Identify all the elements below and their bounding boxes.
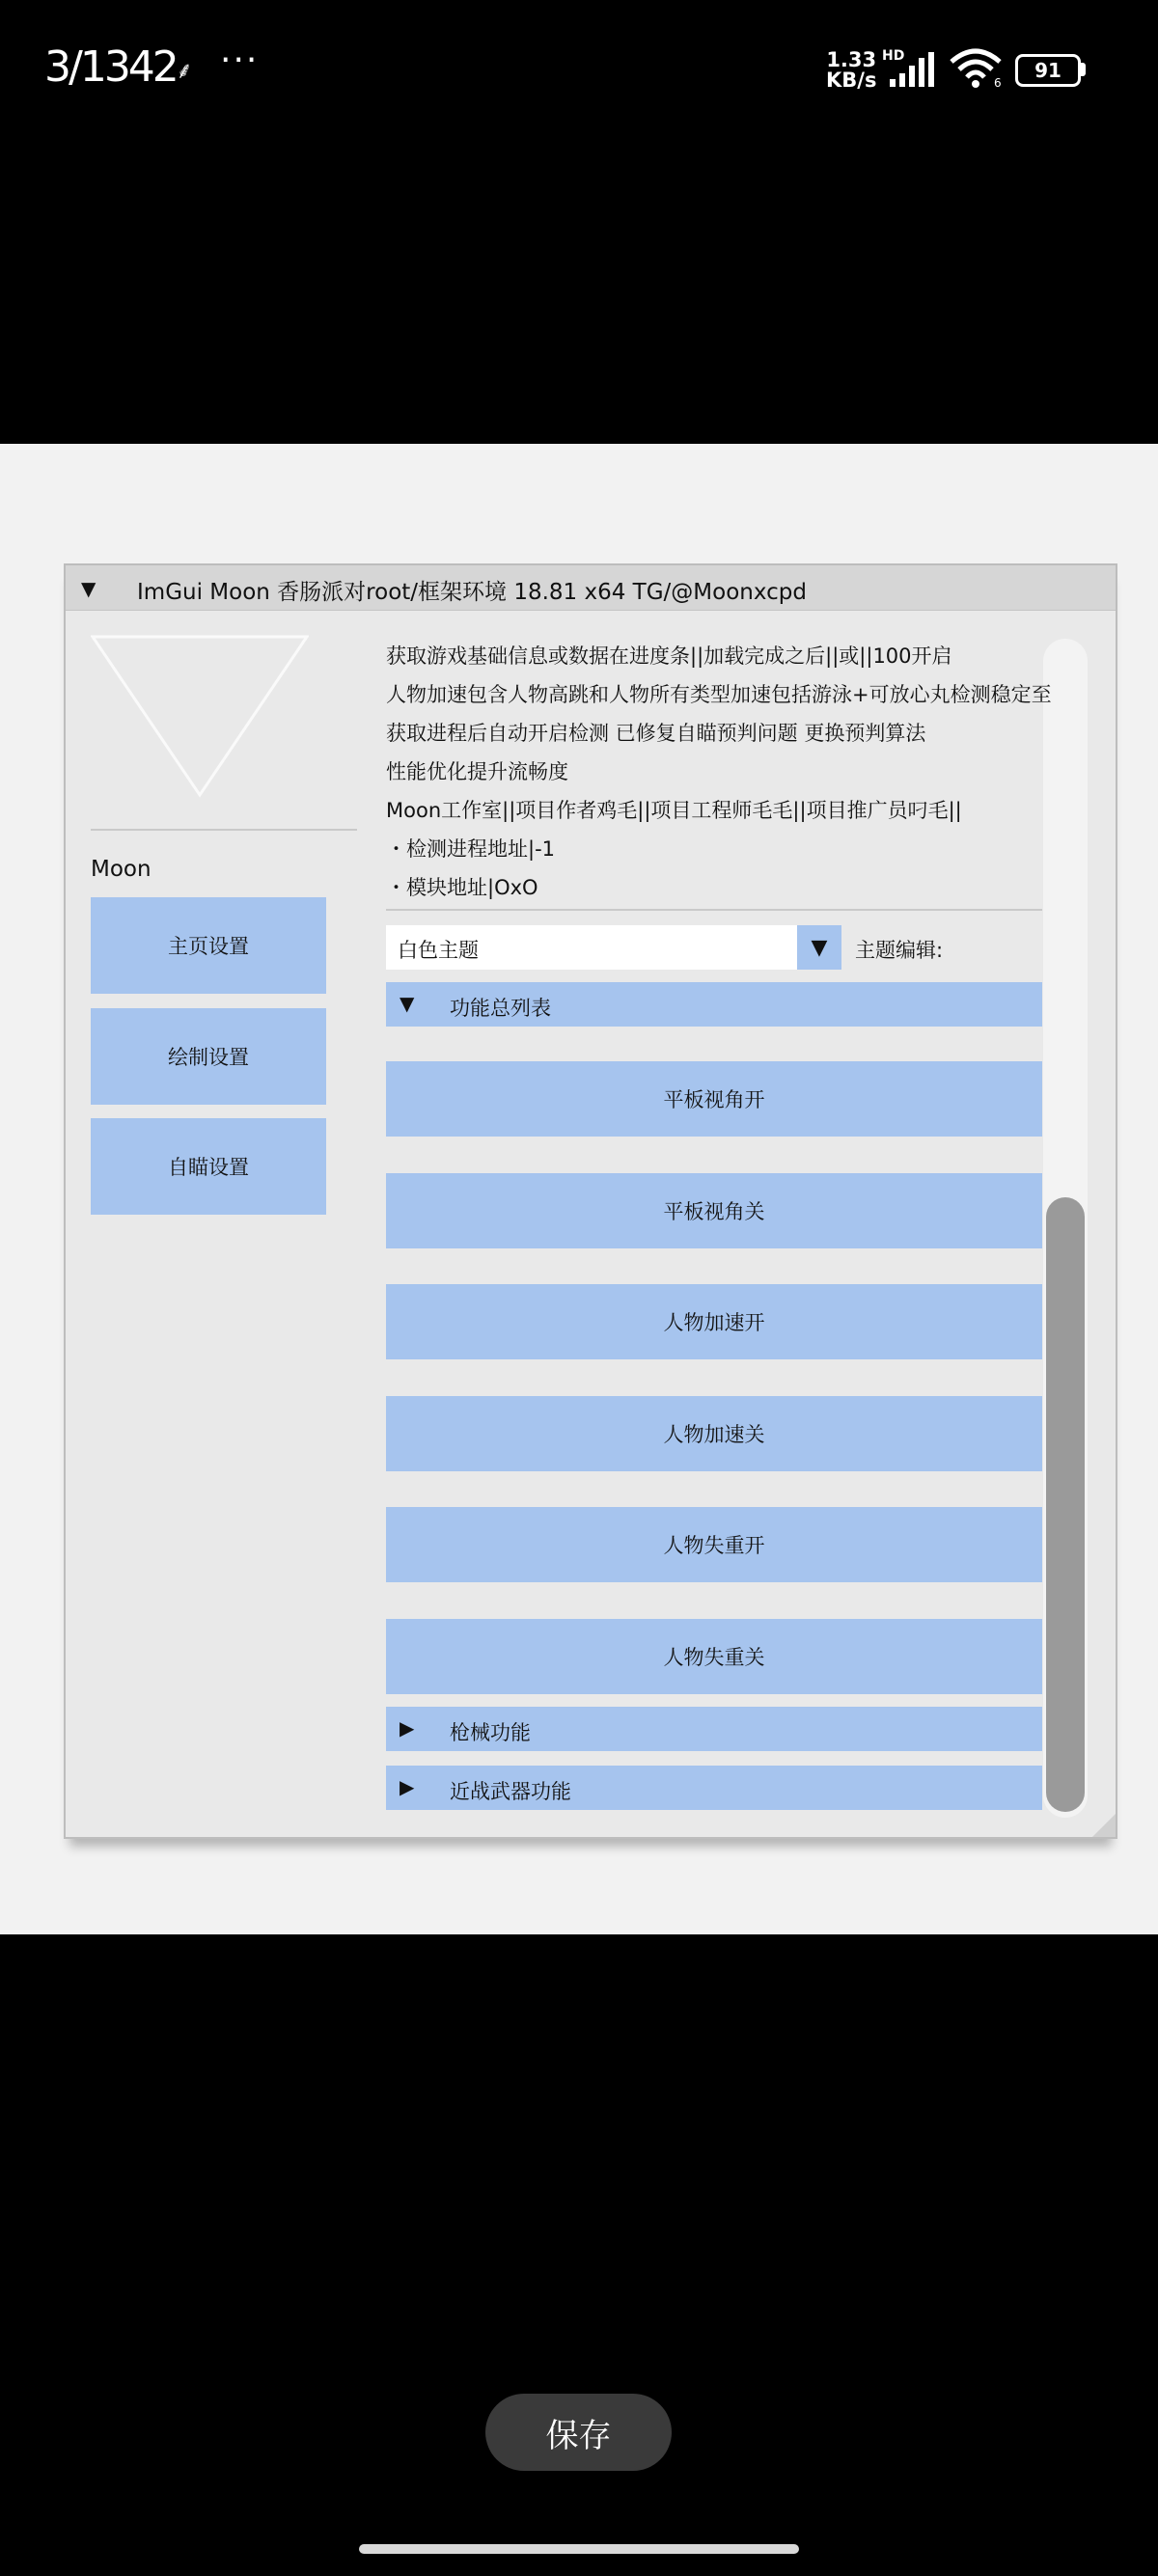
- wifi-sub-label: 6: [994, 76, 1002, 89]
- weightless-on-button[interactable]: 人物失重开: [386, 1507, 1042, 1582]
- info-line: 人物加速包含人物高跳和人物所有类型加速包括游泳+可放心丸检测稳定至: [386, 683, 1052, 706]
- imgui-window: [64, 563, 1117, 1839]
- info-line: 获取游戏基础信息或数据在进度条||加载完成之后||或||100开启: [386, 644, 952, 668]
- info-line: Moon工作室||项目作者鸡毛||项目工程师毛毛||项目推广员叼毛||: [386, 799, 962, 822]
- window-resize-grip[interactable]: [1092, 1814, 1116, 1837]
- theme-select[interactable]: [386, 925, 799, 970]
- function-list-header[interactable]: [386, 982, 1042, 1027]
- theme-edit-label: 主题编辑:: [855, 939, 944, 962]
- network-speed-value: 1.33: [826, 48, 877, 71]
- network-speed-unit: KB/s: [826, 69, 877, 92]
- process-address-line: ・检测进程地址|-1: [386, 837, 556, 861]
- gun-functions-header[interactable]: [386, 1707, 1042, 1751]
- function-list-title: 功能总列表: [450, 997, 551, 1020]
- module-address-line: ・模块地址|OxO: [386, 876, 538, 899]
- collapsed-arrow-icon: ▶: [400, 1775, 415, 1798]
- window-title: ImGui Moon 香肠派对root/框架环境 18.81 x64 TG/@Moonxcpd: [137, 580, 807, 605]
- theme-dropdown-arrow-icon[interactable]: ▼: [797, 925, 841, 970]
- weightless-off-button[interactable]: 人物失重关: [386, 1619, 1042, 1694]
- wifi-icon: [948, 46, 1004, 89]
- save-button[interactable]: 保存: [485, 2394, 672, 2471]
- sidebar-divider: [91, 829, 357, 831]
- home-indicator[interactable]: [359, 2544, 799, 2554]
- signal-icon: [886, 52, 940, 87]
- info-line: 获取进程后自动开启检测 已修复自瞄预判问题 更换预判算法: [386, 722, 926, 745]
- charging-icon: ⸙: [176, 57, 193, 84]
- tablet-view-on-button[interactable]: 平板视角开: [386, 1061, 1042, 1137]
- melee-functions-title: 近战武器功能: [450, 1780, 571, 1803]
- sidebar-item-draw-settings[interactable]: 绘制设置: [91, 1008, 326, 1105]
- speed-off-button[interactable]: 人物加速关: [386, 1396, 1042, 1471]
- collapse-arrow-icon[interactable]: ▼: [81, 577, 96, 600]
- hd-label: HD: [882, 48, 905, 64]
- sidebar-item-home-settings[interactable]: 主页设置: [91, 897, 326, 994]
- collapsed-arrow-icon: ▶: [400, 1716, 415, 1740]
- expand-arrow-icon: ▼: [400, 992, 415, 1015]
- network-speed: [826, 50, 876, 91]
- battery-icon: [1015, 54, 1087, 85]
- content-scrollbar-thumb[interactable]: [1046, 1197, 1085, 1812]
- gun-functions-title: 枪械功能: [450, 1721, 531, 1744]
- status-bar: [0, 0, 1158, 145]
- speed-on-button[interactable]: 人物加速开: [386, 1284, 1042, 1359]
- sidebar-title: Moon: [91, 857, 152, 882]
- theme-select-value: 白色主题: [398, 939, 479, 962]
- content-divider: [386, 909, 1042, 911]
- status-time: 3/1342: [44, 42, 177, 92]
- triangle-logo-icon: [91, 635, 309, 799]
- sidebar-item-aim-settings[interactable]: 自瞄设置: [91, 1118, 326, 1215]
- battery-level: 91: [1034, 59, 1062, 82]
- info-line: 性能优化提升流畅度: [386, 760, 568, 783]
- tablet-view-off-button[interactable]: 平板视角关: [386, 1173, 1042, 1248]
- melee-functions-header[interactable]: [386, 1766, 1042, 1810]
- more-notifications-icon: ···: [220, 41, 260, 80]
- window-title-bar[interactable]: [66, 565, 1116, 611]
